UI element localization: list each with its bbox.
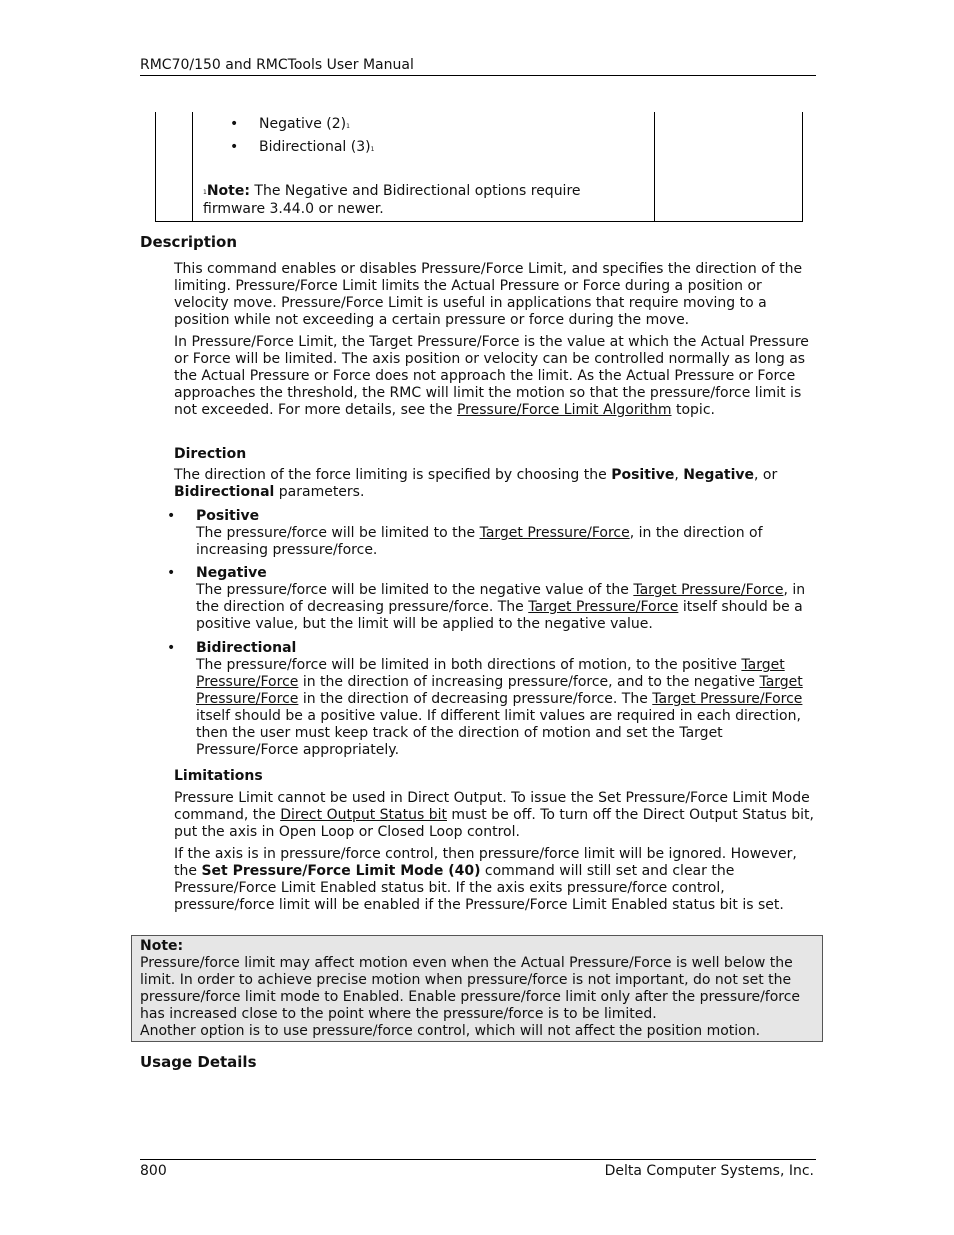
- text: The pressure/force will be limited to the: [196, 525, 480, 541]
- list-item-label: Negative (2): [259, 116, 347, 132]
- direction-intro: [174, 467, 814, 501]
- subheading-direction: Direction: [174, 446, 247, 462]
- limitations-paragraph: [174, 846, 814, 914]
- text: in the direction of decreasing pressure/force. The: [298, 691, 653, 707]
- item-title: Negative: [196, 565, 267, 581]
- text: itself should be a positive value. If different limit values are required in each direction, then the user must keep track of the direction of motion and set the Target Pressure/Force appropriately.: [196, 708, 801, 758]
- footer-company: Delta Computer Systems, Inc.: [604, 1163, 814, 1179]
- note-text: The Negative and Bidirectional options require firmware 3.44.0 or newer.: [203, 183, 581, 217]
- link-target-pressure-force[interactable]: Target Pressure/Force: [196, 674, 803, 707]
- section-heading-usage-details: Usage Details: [140, 1053, 257, 1071]
- text: The pressure/force will be limited in both directions of motion, to the positive: [196, 657, 742, 673]
- bullet-icon: •: [167, 640, 176, 656]
- description-paragraph: [174, 334, 814, 419]
- list-item-label: Bidirectional (3): [259, 139, 371, 155]
- limitations-paragraph: [174, 790, 814, 841]
- bullet-icon: •: [167, 565, 176, 581]
- list-item-bidirectional: [167, 640, 817, 762]
- footnote-mark: 1: [370, 146, 375, 153]
- term-negative: Negative: [683, 467, 755, 483]
- text: , or: [754, 467, 778, 483]
- footnote-mark: 1: [203, 189, 207, 196]
- table-column-divider: [192, 112, 193, 221]
- footnote-mark: 1: [346, 123, 350, 130]
- note-text: Pressure/force limit may affect motion even when the Actual Pressure/Force is well below the limit. In order to achieve precise motion when pressure/force is not important, do not set the pressure/force limit mode to Enabled. Enable pressure/force limit only after the pressure/force has increased close to the point where the pressure/force is to be limited.: [140, 955, 801, 1022]
- bullet-icon: •: [167, 508, 176, 524]
- link-target-pressure-force[interactable]: Target Pressure/Force: [633, 582, 784, 598]
- link-direct-output-status-bit[interactable]: Direct Output Status bit: [280, 807, 447, 823]
- link-target-pressure-force[interactable]: Target Pressure/Force: [196, 657, 785, 690]
- link-target-pressure-force[interactable]: Target Pressure/Force: [652, 691, 803, 707]
- text: The direction of the force limiting is specified by choosing the: [174, 467, 612, 483]
- item-title: Bidirectional: [196, 640, 297, 656]
- text: , in the direction of decreasing pressure/force. The: [196, 582, 806, 615]
- link-target-pressure-force[interactable]: Target Pressure/Force: [528, 599, 679, 615]
- text: must be off. To turn off the Direct Output Status bit, put the axis in Open Loop or Closed Loop control.: [174, 807, 814, 840]
- text: in the direction of increasing pressure/force, and to the negative: [298, 674, 760, 690]
- text: , in the direction of increasing pressure/force.: [196, 525, 763, 558]
- text: The pressure/force will be limited to the negative value of the: [196, 582, 634, 598]
- table-column-divider: [654, 112, 655, 221]
- text: command will still set and clear the Pressure/Force Limit Enabled status bit. If the axis exits pressure/force control, pressure/force limit will be enabled if the Pressure/Force Limit Enabled status bit is set.: [174, 863, 784, 913]
- bullet-icon: •: [230, 116, 239, 132]
- page-number: 800: [140, 1163, 167, 1179]
- note-box: [131, 935, 823, 1042]
- term-positive: Positive: [611, 467, 675, 483]
- bullet-icon: •: [230, 139, 239, 155]
- description-paragraph: This command enables or disables Pressure/Force Limit, and specifies the direction of the limiting. Pressure/Force Limit limits the Actual Pressure or Force during a position or velocity move. Pressure/Force Limit is useful in applications that require moving to a position while not exceeding a certain pressure or force during the move.: [174, 261, 803, 328]
- subheading-limitations: Limitations: [174, 768, 263, 784]
- note-label: Note:: [206, 183, 250, 199]
- text: In Pressure/Force Limit, the Target Pressure/Force is the value at which the Actual Pressure or Force will be limited. The axis position or velocity can be controlled normally as long as the Actual Pressure or Force does not approach the limit. As the Actual Pressure or Force approaches the threshold, the RMC will limit the motion so that the pressure/force limit is not exceeded. For more details, see the: [174, 334, 809, 418]
- footer-rule: [140, 1159, 816, 1160]
- note-text: Another option is to use pressure/force control, which will not affect the position motion.: [140, 1023, 761, 1039]
- running-header: RMC70/150 and RMCTools User Manual: [140, 57, 414, 73]
- list-item-negative: [167, 565, 817, 635]
- text: Pressure Limit cannot be used in Direct Output. To issue the Set Pressure/Force Limit Mode command, the: [174, 790, 810, 823]
- link-pressure-force-limit-algorithm[interactable]: Pressure/Force Limit Algorithm: [456, 402, 672, 418]
- list-item-positive: [167, 508, 817, 560]
- parameter-table: [155, 112, 803, 222]
- text: ,: [674, 467, 684, 483]
- text: topic.: [671, 402, 715, 418]
- text: itself should be a positive value, but the limit will be applied to the negative value.: [196, 599, 803, 632]
- text: If the axis is in pressure/force control, then pressure/force limit will be ignored. However, the: [174, 846, 797, 879]
- text: parameters.: [274, 484, 365, 500]
- note-label: Note:: [140, 938, 184, 954]
- term-bidirectional: Bidirectional: [174, 484, 275, 500]
- section-heading-description: Description: [140, 233, 238, 251]
- link-target-pressure-force[interactable]: Target Pressure/Force: [479, 525, 630, 541]
- table-footnote: [203, 182, 643, 218]
- command-name: Set Pressure/Force Limit Mode (40): [201, 863, 481, 879]
- item-title: Positive: [196, 508, 260, 524]
- header-rule: [140, 75, 816, 76]
